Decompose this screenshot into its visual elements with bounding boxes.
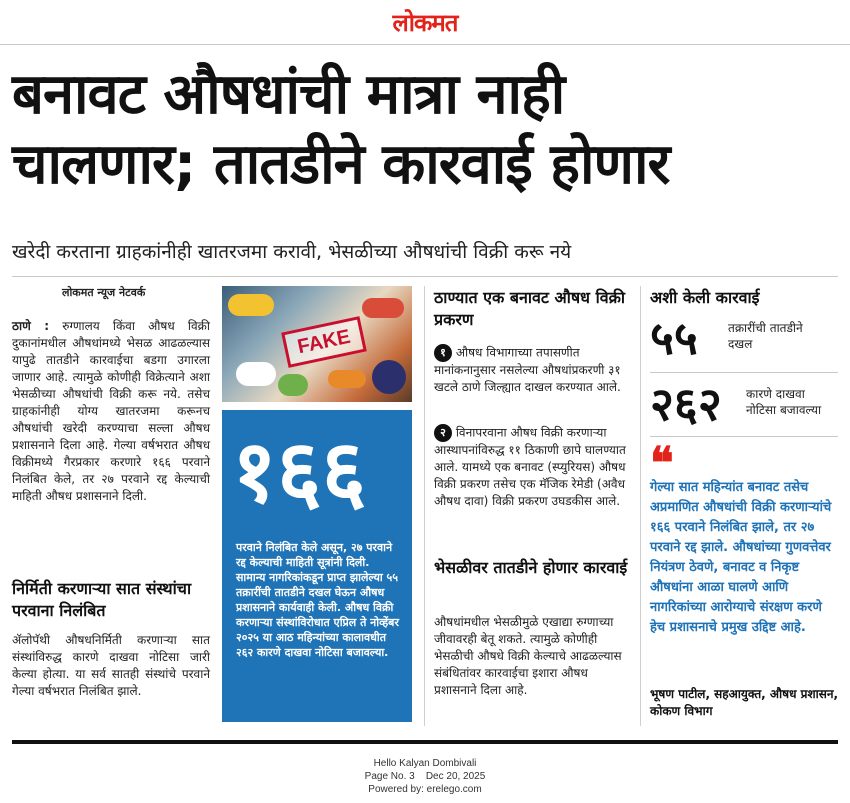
- adulteration-text: औषधांमधील भेसळीमुळे एखाद्या रुग्णाच्या जीवावरही बेतू शकते. त्यामुळे कोणीही भेसळीची औषधे विक्री केल्याचे आढळल्यास संबंधितांवर कारवाईचा इशारा औषध प्रशासनाने दिला आहे.: [434, 615, 622, 697]
- quote-author: भूषण पाटील, सहआयुक्त, औषध प्रशासन, कोकण विभाग: [650, 687, 839, 718]
- fake-medicine-photo: [222, 286, 412, 402]
- thane-item-1: [434, 344, 630, 396]
- adulteration-heading: भेसळीवर तातडीने होणार कारवाई: [434, 558, 628, 577]
- subheadline: खरेदी करताना ग्राहकांनीही खातरजमा करावी, भेसळीच्या औषधांची विक्री करू नये: [12, 241, 572, 263]
- newspaper-logo: लोकमत: [392, 8, 458, 37]
- stat-number: ५५: [650, 311, 698, 365]
- masthead: [0, 0, 850, 44]
- thane-heading: ठाण्यात एक बनावट औषध विक्री प्रकरण: [434, 288, 626, 329]
- headline-line-2: चालणार; तातडीने कारवाई होणार: [12, 132, 670, 197]
- manufacturers-text: ॲलोपॅथी औषधनिर्मिती करणाऱ्या सात संस्थांविरुद्ध कारणे दाखवा नोटिसा जारी केल्या होत्या. या सर्व सातही संस्थांचे परवाने गेल्या वर्षभरात निलंबित झाले.: [12, 633, 210, 698]
- item-number-badge: २: [434, 424, 452, 442]
- headline: [12, 60, 842, 200]
- masthead-rule: [0, 44, 850, 45]
- stat-divider: [650, 372, 838, 373]
- page-footer: [0, 757, 850, 796]
- column-separator: [640, 286, 641, 726]
- stat-number: २६२: [650, 377, 722, 431]
- headline-line-1: बनावट औषधांची मात्रा नाही: [12, 62, 565, 127]
- stat-divider: [650, 436, 838, 437]
- dateline: ठाणे :: [12, 319, 50, 333]
- footer-powered-by: Powered by: erelego.com: [368, 784, 482, 795]
- quote-text: गेल्या सात महिन्यांत बनावट तसेच अप्रमाणित औषधांची विक्री करणाऱ्यांचे १६६ परवाने निलंबित झाले, तर २७ परवाने रद्द झाले. औषधांच्या गुणवत्तेवर नियंत्रण ठेवणे, बनावट व निकृष्ट औषधांना आळा घालणे आणि नागरिकांच्या आरोग्याचे संरक्षण करणे हेच प्रशासनाचे प्रमुख उद्दिष्ट आहे.: [650, 480, 832, 635]
- lead-text: रुग्णालय किंवा औषध विक्री दुकानांमधील औषधांमध्ये भेसळ आढळल्यास यापुढे तातडीने कारवाईचा बडगा उगारला जाणार आहे. त्यामुळे कोणीही विक्रेत्याने अशा भेसळीच्या औषधांची विक्री करू नये. तसेच ग्राहकांनीही योग्य खातरजमा करूनच औषधांची खरेदी करण्याचा सल्ला औषध प्रशासनाने दिला आहे. गेल्या वर्षभरात औषध विक्रीमध्ये गैरप्रकार करणारे १६६ परवाने निलंबित केले, तर २७ परवाने रद्द केल्याची माहिती औषध प्रशासनाने दिली.: [12, 319, 210, 503]
- column-separator: [424, 286, 425, 726]
- quote-mark-icon: ❝: [650, 438, 674, 489]
- fake-stamp: FAKE: [281, 316, 367, 368]
- item-number-badge: १: [434, 344, 452, 362]
- manufacturers-heading: निर्मिती करणाऱ्या सात संस्थांचा परवाना निलंबित: [12, 579, 192, 620]
- byline: लोकमत न्यूज नेटवर्क: [62, 286, 146, 299]
- suspended-licenses-number: १६६: [232, 422, 367, 522]
- lead-paragraph: [12, 318, 210, 505]
- subhead-rule: [12, 276, 838, 277]
- thane-item-2: [434, 424, 630, 510]
- stat-label: तक्रारींची तातडीने दखल: [728, 321, 803, 351]
- thane-item-text: औषध विभागाच्या तपासणीत मानांकनानुसार नसलेल्या औषधांप्रकरणी ३१ खटले ठाणे जिल्ह्यात दाखल करण्यात आले.: [434, 345, 621, 394]
- footer-edition: Hello Kalyan Dombivali: [373, 758, 477, 769]
- stat-label: कारणे दाखवा नोटिसा बजावल्या: [746, 387, 822, 417]
- bottom-rule: [12, 740, 838, 744]
- action-heading: अशी केली कारवाई: [650, 288, 760, 307]
- callout-text: परवाने निलंबित केले असून, २७ परवाने रद्द केल्याची माहिती सूत्रांनी दिली. सामान्य नागरिकांकडून प्राप्त झालेल्या ५५ तक्रारींची तातडीने दखल घेऊन औषध प्रशासनाने कार्यवाही केली. औषध विक्री करणाऱ्या संस्थांविरोधात एप्रिल ते नोव्हेंबर २०२५ या आठ महिन्यांच्या कालावधीत २६२ कारणे दाखवा नोटिसा बजावल्या.: [236, 541, 399, 659]
- stats-callout-box: [222, 410, 412, 722]
- footer-page-date: Page No. 3 Dec 20, 2025: [364, 771, 486, 782]
- thane-item-text: विनापरवाना औषध विक्री करणाऱ्या आस्थापनांविरुद्ध ११ ठिकाणी छापे घालण्यात आले. यामध्ये एक बनावट (स्प्युरियस) औषध विक्री प्रकरण तसेच एक मॅजिक रेमेडी (अवैध औषध दावा) विक्री प्रकरण उघडकीस आले.: [434, 425, 626, 508]
